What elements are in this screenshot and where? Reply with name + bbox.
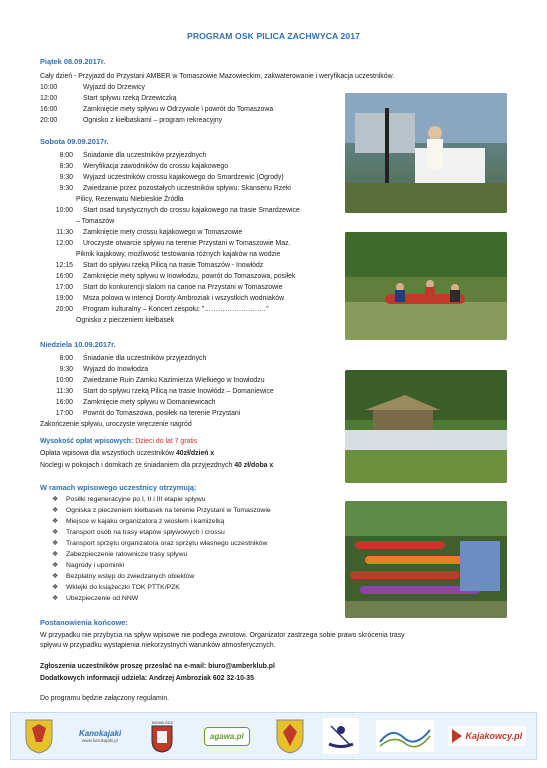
photo-kayaks-on-river	[345, 501, 507, 618]
schedule-row	[40, 239, 290, 249]
region-emblem-icon	[376, 720, 434, 752]
included-heading: W ramach wpisowego uczestnicy otrzymują:	[40, 483, 197, 492]
schedule-description: Zamknięcie mety spływu w Inowłodzu, powrót do Tomaszowa, posiłek	[83, 273, 296, 280]
included-item-text: Ubezpieczenie od NNW	[66, 595, 139, 602]
schedule-row	[40, 83, 145, 93]
diamond-bullet-icon: ❖	[52, 595, 59, 602]
schedule-description: Msza polowa w intencji Doroty Ambroziak i wszystkich wodniaków	[83, 295, 285, 302]
schedule-row	[40, 376, 265, 386]
schedule-time: 17:00	[55, 284, 73, 291]
diamond-bullet-icon: ❖	[52, 540, 59, 547]
fees-line-1	[40, 449, 214, 459]
fees-line-2	[40, 461, 273, 471]
photo-riverside-gathering-image	[345, 370, 507, 483]
schedule-description: Zamknięcie mety spływu w Domaniewicach	[83, 399, 216, 406]
schedule-row	[40, 387, 274, 397]
final-line-2: spływu w przypadku wystąpienia niekorzystnych warunków atmosferycznych.	[40, 642, 276, 649]
schedule-row	[40, 354, 206, 364]
contact-phone-line: Dodatkowych informacji udziela: Andrzej Ambroziak 602 32-10-35	[40, 675, 254, 682]
schedule-row	[40, 409, 240, 419]
included-item	[52, 495, 205, 505]
schedule-row	[40, 365, 148, 375]
schedule-time: 16:00	[40, 106, 58, 113]
schedule-description: Zwiedzanie Ruin Zamku Kazimierza Wielkiego w Inowłodzu	[83, 377, 265, 384]
schedule-time: 9:30	[59, 185, 73, 192]
diamond-bullet-icon: ❖	[52, 573, 59, 580]
tomaszow-county-coat-of-arms	[24, 717, 54, 755]
schedule-description: Start spływu rzeką Drzewiczką	[83, 95, 177, 102]
sunday-heading: Niedziela 10.09.2017r.	[40, 340, 116, 349]
schedule-row	[40, 105, 273, 115]
sunday-closing: Zakończenie spływu, uroczyste wręczenie nagród	[40, 421, 192, 428]
schedule-description: Uroczyste otwarcie spływu na terenie Przystani w Tomaszowie Maz.	[83, 240, 291, 247]
included-item-text: Ogniska z pieczeniem kiełbasek na terenie Przystani w Tomaszowie	[66, 507, 271, 514]
schedule-time: 8:00	[59, 355, 73, 362]
schedule-time: 20:00	[40, 117, 58, 124]
schedule-description: Zamknięcie mety crossu kajakowego w Tomaszowie	[83, 229, 243, 236]
schedule-row	[40, 398, 216, 408]
fees-heading-line	[40, 437, 197, 447]
schedule-description: Ognisko z kiełbaskami – program rekreacyjny	[83, 117, 223, 124]
included-item	[52, 561, 124, 571]
schedule-time: 9:30	[59, 366, 73, 373]
kayak-club-logo	[323, 717, 359, 755]
included-item-text: Bezpłatny wstęp do zwiedzanych obiektów	[66, 573, 195, 580]
region-emblem-logo	[376, 717, 434, 755]
schedule-row	[40, 294, 284, 304]
schedule-row	[40, 184, 291, 194]
photo-kayak-cross-image	[345, 232, 507, 340]
schedule-description-continued: Piknik kajakowy, możliwość testowania różnych kajaków na wodzie	[76, 251, 281, 258]
schedule-time: 19:00	[55, 295, 73, 302]
fees-line-2-price: 40 zł/doba x	[234, 462, 274, 469]
diamond-bullet-icon: ❖	[52, 551, 59, 558]
schedule-time: 12:00	[40, 95, 58, 102]
included-item	[52, 506, 271, 516]
inowlodz-logo	[146, 717, 178, 755]
schedule-description-continued: – Tomaszów	[76, 218, 115, 225]
schedule-description: Wyjazd do Drzewicy	[83, 84, 145, 91]
sponsor-logo-bar	[10, 712, 537, 760]
schedule-time: 12:15	[55, 262, 73, 269]
inowlodz-name: INOWŁÓDZ	[151, 719, 174, 725]
included-item-text: Posiłki regeneracyjne po I, II i III etapie spływu	[66, 496, 206, 503]
schedule-time: 9:30	[59, 174, 73, 181]
schedule-description-continued: Pilicy, Rezerwatu Niebieskie Źródła	[76, 196, 184, 203]
included-item	[52, 550, 187, 560]
included-item	[52, 572, 194, 582]
kajakowcy-arrow-icon	[452, 729, 462, 743]
schedule-description: Program kulturalny – Koncert zespołu: "………………………"	[83, 306, 269, 313]
kayaker-icon	[323, 718, 359, 754]
page-title: PROGRAM OSK PILICA ZACHWYCA 2017	[186, 31, 361, 41]
kajakowcy-logo	[451, 717, 523, 755]
schedule-description: Start do spływu rzeką Pilicą na trasie Inowłódz – Domaniewice	[83, 388, 274, 395]
schedule-row	[40, 151, 206, 161]
schedule-description: Powrót do Tomaszowa, posiłek na terenie Przystani	[83, 410, 241, 417]
kajakowcy-name: Kajakowcy.pl	[465, 731, 523, 741]
friday-intro: Cały dzień - Przyjazd do Przystani AMBER w Tomaszowie Mazowieckim, zakwaterowanie i weryfikacja uczestników.	[40, 73, 395, 80]
schedule-time: 16:00	[55, 273, 73, 280]
diamond-bullet-icon: ❖	[52, 562, 59, 569]
tomaszow-city-crest	[275, 717, 305, 755]
diamond-bullet-icon: ❖	[52, 507, 59, 514]
inowlodz-crest-icon	[151, 725, 173, 753]
photo-mass-ceremony-image	[345, 93, 507, 213]
coat-of-arms-icon	[24, 718, 54, 754]
included-item-text: Transport sprzętu organizatora oraz sprzętu własnego uczestników	[66, 540, 268, 547]
schedule-time: 12:00	[55, 240, 73, 247]
schedule-time: 10:00	[55, 207, 73, 214]
included-item	[52, 583, 180, 593]
fees-heading: Wysokość opłat wpisowych:	[40, 438, 134, 445]
kanokajaki-name: Kanokajaki	[78, 729, 122, 738]
schedule-time: 8:30	[59, 163, 73, 170]
schedule-description: Zwiedzanie przez pozostałych uczestników spływu: Skansenu Rzeki	[83, 185, 291, 192]
schedule-time: 11:30	[56, 388, 73, 395]
friday-heading: Piątek 08.09.2017r.	[40, 57, 106, 66]
schedule-row	[40, 162, 228, 172]
schedule-row	[40, 206, 300, 216]
included-item	[52, 517, 224, 527]
fees-line-2-text: Noclegi w pokojach i domkach ze śniadaniem dla przyjezdnych	[40, 462, 235, 469]
photo-kayak-cross	[345, 232, 507, 340]
saturday-heading: Sobota 09.09.2017r.	[40, 137, 109, 146]
agawa-logo	[196, 717, 258, 755]
included-item	[52, 539, 268, 549]
kanokajaki-url: www.karokajaki.pl	[82, 738, 118, 743]
photo-kayaks-on-river-image	[345, 501, 507, 618]
schedule-time: 11:30	[56, 229, 73, 236]
final-line-1: W przypadku nie przybycia na spływ wpisowe nie podlega zwrotowi. Organizator zastrzega sobie prawo skrócenia trasy	[40, 632, 405, 639]
fees-free-note: Dzieci do lat 7 gratis	[135, 438, 198, 445]
schedule-row	[40, 272, 295, 282]
included-item	[52, 594, 138, 604]
schedule-description: Start osad turystycznych do crossu kajakowego na trasie Smardzewice	[83, 207, 300, 214]
attachment-note: Do programu będzie załączony regulamin.	[40, 695, 170, 702]
schedule-description: Śniadanie dla uczestników przyjezdnych	[83, 355, 207, 362]
schedule-time: 20:00	[55, 306, 73, 313]
agawa-text: agawa.pl	[204, 727, 250, 746]
schedule-row	[40, 116, 222, 126]
final-heading: Postanowienia końcowe:	[40, 618, 128, 627]
schedule-row	[40, 305, 269, 315]
photo-mass-ceremony	[345, 93, 507, 213]
diamond-bullet-icon: ❖	[52, 529, 59, 536]
schedule-row	[40, 261, 263, 271]
included-item-text: Transport osób na trasy etapów spływowych i crossu	[66, 529, 225, 536]
schedule-description: Weryfikacja zawodników do crossu kajakowego	[83, 163, 229, 170]
schedule-description: Start do konkurencji slalom na canoe na Przystani w Tomaszowie	[83, 284, 283, 291]
included-item	[52, 528, 225, 538]
diamond-bullet-icon: ❖	[52, 584, 59, 591]
included-item-text: Nagrody i upominki	[66, 562, 125, 569]
schedule-time: 10:00	[55, 377, 73, 384]
schedule-description-continued: Ognisko z pieczeniem kiełbasek	[76, 317, 175, 324]
included-item-text: Wklejki do książeczki TOK PTTK/PZK	[66, 584, 180, 591]
schedule-time: 10:00	[40, 84, 58, 91]
schedule-time: 17:00	[55, 410, 73, 417]
schedule-row	[40, 283, 282, 293]
fees-line-1-price: 40zł/dzień x	[175, 450, 215, 457]
included-item-text: Zabezpieczenie ratownicze trasy spływu	[66, 551, 188, 558]
schedule-description: Śniadanie dla uczestników przyjezdnych	[83, 152, 207, 159]
schedule-time: 16:00	[55, 399, 73, 406]
included-item-text: Miejsce w kajaku organizatora z wiosłem i kamizelką	[66, 518, 225, 525]
schedule-row	[40, 94, 176, 104]
kanokajaki-logo	[71, 717, 129, 755]
diamond-bullet-icon: ❖	[52, 496, 59, 503]
city-crest-icon	[275, 718, 305, 754]
schedule-time: 8:00	[59, 152, 73, 159]
schedule-description: Zamknięcie mety spływu w Odrzywole i powrót do Tomaszowa	[83, 106, 274, 113]
schedule-row	[40, 228, 242, 238]
diamond-bullet-icon: ❖	[52, 518, 59, 525]
schedule-description: Wyjazd do Inowłodza	[83, 366, 149, 373]
fees-line-1-text: Opłata wpisowa dla wszystkich uczestników	[40, 450, 176, 457]
contact-email-line: Zgłoszenia uczestników proszę przesłać na e-mail: biuro@amberklub.pl	[40, 663, 275, 670]
photo-riverside-gathering	[345, 370, 507, 483]
schedule-description: Wyjazd uczestników crossu kajakowego do Smardzewic (Ogrody)	[83, 174, 284, 181]
schedule-row	[40, 173, 284, 183]
schedule-description: Start do spływu rzeką Pilicą na trasie Tomaszów - Inowłódz	[83, 262, 264, 269]
